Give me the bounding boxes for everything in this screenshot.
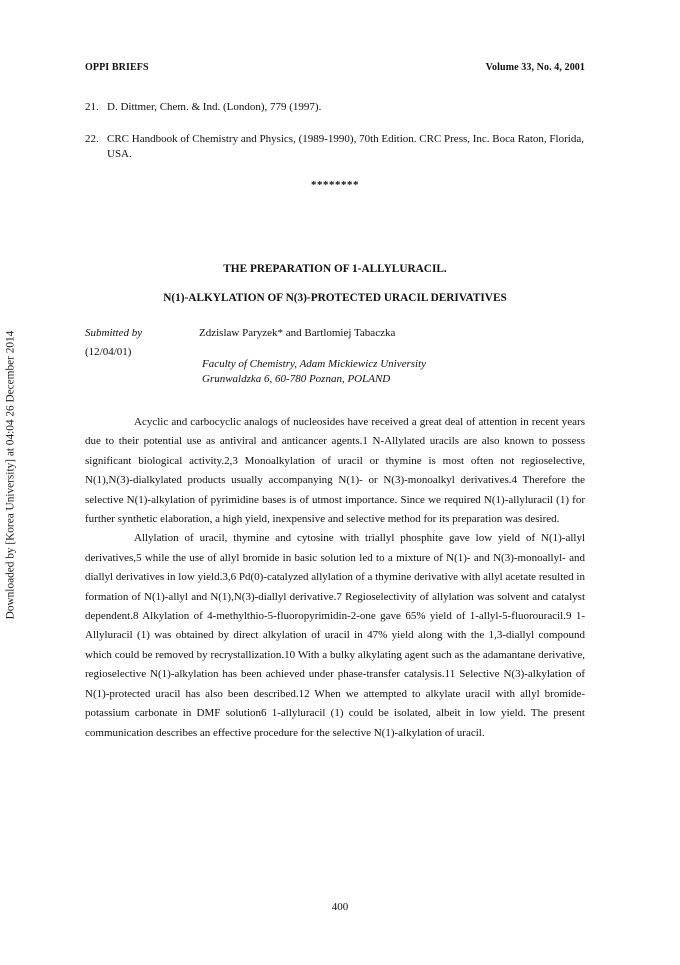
- article-title: THE PREPARATION OF 1-ALLYLURACIL.: [223, 263, 447, 275]
- running-header: [85, 62, 585, 73]
- submitted-by-label: Submitted by: [85, 327, 143, 339]
- reference-item: [85, 100, 585, 115]
- reference-item: [85, 132, 585, 162]
- download-watermark-text: Downloaded by [Korea University] at 04:04 26 December 2014: [4, 330, 16, 620]
- body-paragraph: Acyclic and carbocyclic analogs of nucleosides have received a great deal of attention in recent years due to their potential use as antiviral and anticancer agents.1 N-Allylated uracils are also known to possess significant biological activity.2,3 Monoalkylation of uracil or thymine is most often not regioselective, N(1),N(3)-dialkylated products usually accompanying N(1)- or N(3)-monoalkyl derivatives.4 Therefore the selective N(1)-alkylation of pyrimidine bases is of utmost importance. Since we required N(1)-allyluracil (1) for further synthetic elaboration, a high yield, inexpensive and selective method for its preparation was desired.: [85, 416, 585, 526]
- affiliation-address: Grunwaldzka 6, 60-780 Poznan, POLAND: [202, 373, 391, 385]
- reference-text: CRC Handbook of Chemistry and Physics, (1989-1990), 70th Edition. CRC Press, Inc. Boca Raton, Florida, USA.: [107, 133, 584, 160]
- download-watermark: [3, 305, 17, 645]
- submission-block: [85, 325, 585, 393]
- reference-text: D. Dittmer, Chem. & Ind. (London), 779 (1997).: [107, 101, 322, 113]
- reference-number: 22.: [85, 133, 99, 145]
- journal-name: OPPI BRIEFS: [85, 62, 149, 73]
- affiliation-line: Faculty of Chemistry, Adam Mickiewicz University: [202, 358, 427, 370]
- reference-list: [85, 100, 585, 162]
- submission-date: (12/04/01): [85, 346, 132, 358]
- article-subtitle: N(1)-ALKYLATION OF N(3)-PROTECTED URACIL DERIVATIVES: [163, 292, 507, 304]
- volume-info: Volume 33, No. 4, 2001: [485, 62, 585, 73]
- section-separator: ********: [311, 179, 359, 191]
- page-number: 400: [331, 901, 349, 913]
- author-names: Zdzislaw Paryzek* and Bartlomiej Tabaczka: [199, 327, 396, 339]
- article-body: [85, 413, 585, 743]
- body-paragraph: Allylation of uracil, thymine and cytosine with triallyl phosphite gave low yield of N(1)-allyl derivatives,5 while the use of allyl bromide in basic solution led to a mixture of N(1)- and N(3)-monoallyl- and diallyl derivatives in low yield.3,6 Pd(0)-catalyzed allylation of a thymine derivative with allyl acetate resulted in formation of N(1)-allyl and N(1),N(3)-diallyl derivative.7 Regioselectivity of allylation was solvent and catalyst dependent.8 Alkylation of 4-methylthio-5-fluoropyrimidin-2-one gave 65% yield of 1-allyl-5-fluorouracil.9 1-Allyluracil (1) was obtained by direct alkylation of uracil in 47% yield along with the 1,3-diallyl compound which could be removed by recrystallization.10 With a bulky alkylating agent such as the adamantane derivative, regioselective N(1)-alkylation has been achieved under phase-transfer catalysis.11 Selective N(3)-alkylation of N(1)-protected uracil has also been described.12 When we attempted to alkylate uracil with allyl bromide-potassium carbonate in DMF solution6 1-allyluracil (1) could be isolated, albeit in low yield. The present communication describes an effective procedure for the selective N(1)-alkylation of uracil.: [85, 532, 585, 739]
- page-content: [85, 62, 585, 743]
- reference-number: 21.: [85, 101, 99, 113]
